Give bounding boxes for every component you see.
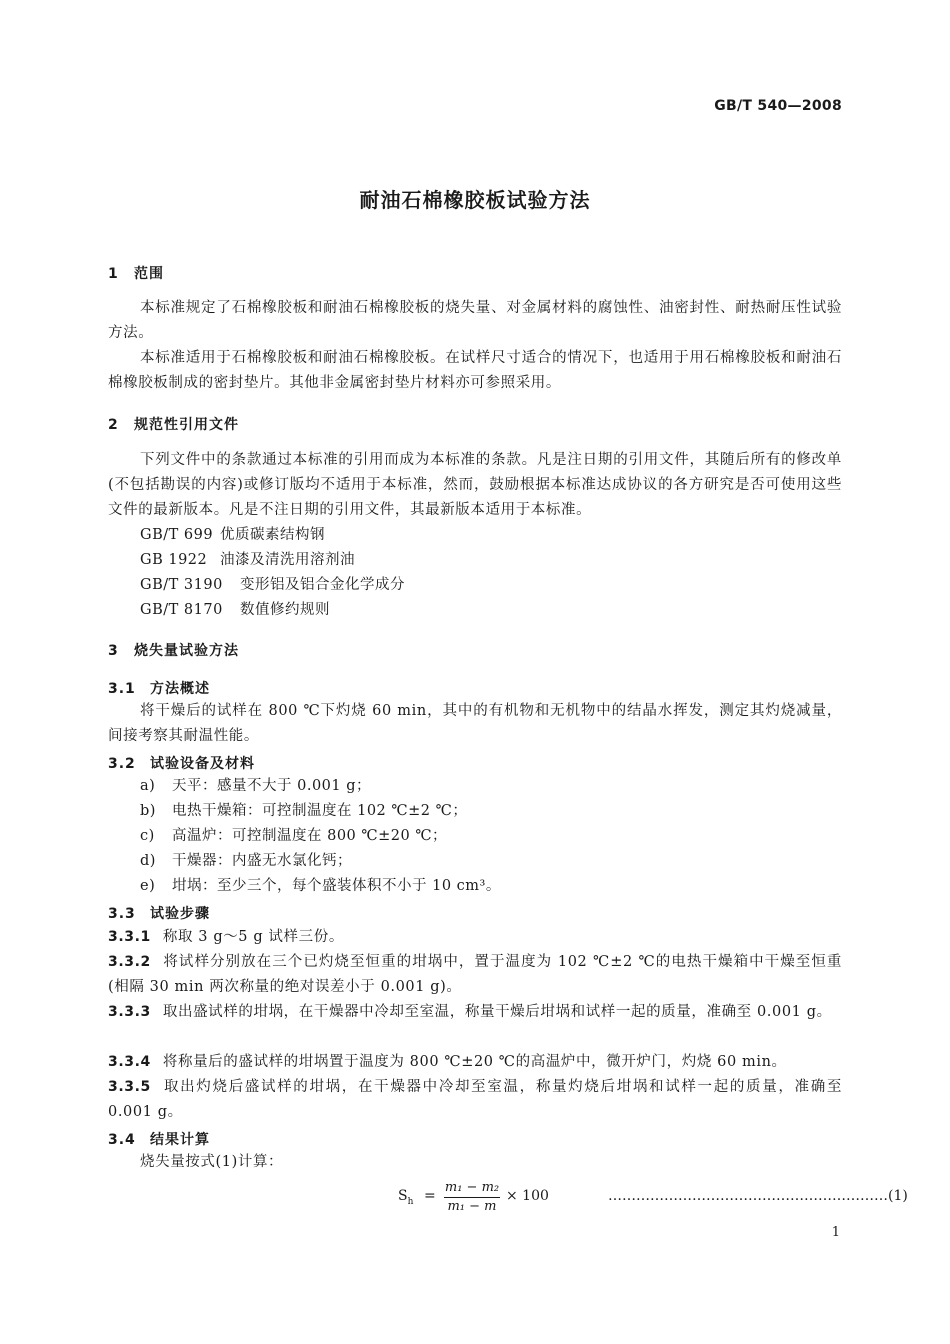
standard-number: GB/T 540—2008: [714, 98, 842, 114]
step-number: 3.3.1: [108, 929, 151, 945]
procedure-step: [108, 1050, 842, 1075]
list-marker: e): [140, 878, 156, 894]
section-3-heading: [108, 640, 239, 660]
formula-fraction: [444, 1180, 500, 1215]
list-item: [140, 799, 467, 824]
reference-name: 变形铝及铝合金化学成分: [240, 577, 405, 593]
subsection-title: 方法概述: [150, 681, 210, 697]
paragraph: 烧失量按式(1)计算：: [140, 1154, 284, 1170]
subsection-3-2-heading: [108, 753, 255, 773]
step-number: 3.3.2: [108, 954, 151, 970]
list-text: 天平：感量不大于 0.001 g；: [172, 778, 372, 794]
reference-code: GB/T 699: [140, 527, 214, 543]
fraction-bar: [444, 1197, 500, 1198]
subsection-number: 3.4: [108, 1132, 136, 1148]
step-text: 将试样分别放在三个已灼烧至恒重的坩埚中，置于温度为 102 ℃±2 ℃的电热干燥箱中干燥至恒重(相隔 30 min 两次称量的绝对误差小于 0.001 g)。: [108, 954, 842, 995]
reference-item: [140, 598, 330, 623]
step-text: 称取 3 g～5 g 试样三份。: [162, 929, 344, 945]
list-item: [140, 824, 447, 849]
section-title: 范围: [134, 266, 164, 282]
subsection-3-3-heading: [108, 903, 210, 923]
reference-code: GB/T 8170: [140, 602, 223, 618]
list-item: [140, 849, 352, 874]
formula-equals: =: [424, 1188, 436, 1204]
procedure-step: [108, 925, 842, 950]
reference-item: [140, 548, 355, 573]
section-number: 1: [108, 266, 119, 282]
list-text: 坩埚：至少三个，每个盛装体积不小于 10 cm³。: [172, 878, 501, 894]
equation-number: ……………………………………………………(1): [608, 1188, 908, 1204]
subsection-number: 3.1: [108, 681, 136, 697]
list-marker: a): [140, 778, 156, 794]
reference-code: GB/T 3190: [140, 577, 223, 593]
section-number: 3: [108, 643, 119, 659]
subsection-title: 结果计算: [150, 1132, 210, 1148]
section-title: 烧失量试验方法: [134, 643, 239, 659]
reference-code: GB 1922: [140, 552, 208, 568]
paragraph: 下列文件中的条款通过本标准的引用而成为本标准的条款。凡是注日期的引用文件，其随后所有的修改单(不包括勘误的内容)或修订版均不适用于本标准，然而，鼓励根据本标准达成协议的各方研究是否可使用这些文件的最新版本。凡是不注日期的引用文件，其最新版本适用于本标准。: [108, 452, 842, 518]
reference-name: 优质碳素结构钢: [220, 527, 325, 543]
step-text: 取出盛试样的坩埚，在干燥器中冷却至室温，称量干燥后坩埚和试样一起的质量，准确至 0.001 g。: [162, 1004, 832, 1020]
step-number: 3.3.3: [108, 1004, 151, 1020]
step-text: 将称量后的盛试样的坩埚置于温度为 800 ℃±20 ℃的高温炉中，微开炉门，灼烧 60 min。: [162, 1054, 787, 1070]
paragraph: 将干燥后的试样在 800 ℃下灼烧 60 min，其中的有机物和无机物中的结晶水挥发，测定其灼烧减量，间接考察其耐温性能。: [108, 703, 842, 744]
procedure-step: [108, 1075, 842, 1125]
subsection-title: 试验设备及材料: [150, 756, 255, 772]
paragraph: 本标准适用于石棉橡胶板和耐油石棉橡胶板。在试样尺寸适合的情况下，也适用于用石棉橡胶板和耐油石棉橡胶板制成的密封垫片。其他非金属密封垫片材料亦可参照采用。: [108, 350, 842, 391]
formula-numerator: m₁ − m₂: [444, 1180, 500, 1195]
section-1-heading: [108, 263, 164, 283]
subsection-3-1-heading: [108, 678, 210, 698]
document-title: 耐油石棉橡胶板试验方法: [359, 188, 591, 212]
reference-name: 数值修约规则: [240, 602, 330, 618]
reference-item: [140, 573, 405, 598]
page-number: 1: [831, 1225, 840, 1240]
step-number: 3.3.5: [108, 1079, 151, 1095]
subsection-title: 试验步骤: [150, 906, 210, 922]
list-item: [140, 774, 371, 799]
list-marker: c): [140, 828, 155, 844]
list-marker: b): [140, 803, 156, 819]
step-number: 3.3.4: [108, 1054, 151, 1070]
reference-item: [140, 523, 325, 548]
formula-multiplier: × 100: [506, 1188, 549, 1204]
subsection-number: 3.2: [108, 756, 136, 772]
section-2-heading: [108, 414, 239, 434]
procedure-step: [108, 1000, 842, 1025]
formula-denominator: m₁ − m: [447, 1199, 497, 1214]
reference-name: 油漆及清洗用溶剂油: [220, 552, 355, 568]
formula-lhs: $S_h$: [398, 1188, 414, 1207]
list-item: [140, 874, 501, 899]
list-text: 干燥器：内盛无水氯化钙；: [172, 853, 352, 869]
paragraph: 本标准规定了石棉橡胶板和耐油石棉橡胶板的烧失量、对金属材料的腐蚀性、油密封性、耐热耐压性试验方法。: [108, 300, 842, 341]
procedure-step: [108, 950, 842, 1000]
list-text: 高温炉：可控制温度在 800 ℃±20 ℃；: [172, 828, 448, 844]
subsection-number: 3.3: [108, 906, 136, 922]
list-text: 电热干燥箱：可控制温度在 102 ℃±2 ℃；: [172, 803, 468, 819]
list-marker: d): [140, 853, 156, 869]
section-number: 2: [108, 417, 119, 433]
section-title: 规范性引用文件: [134, 417, 239, 433]
step-text: 取出灼烧后盛试样的坩埚，在干燥器中冷却至室温，称量灼烧后坩埚和试样一起的质量，准确至 0.001 g。: [108, 1079, 842, 1120]
subsection-3-4-heading: [108, 1129, 210, 1149]
